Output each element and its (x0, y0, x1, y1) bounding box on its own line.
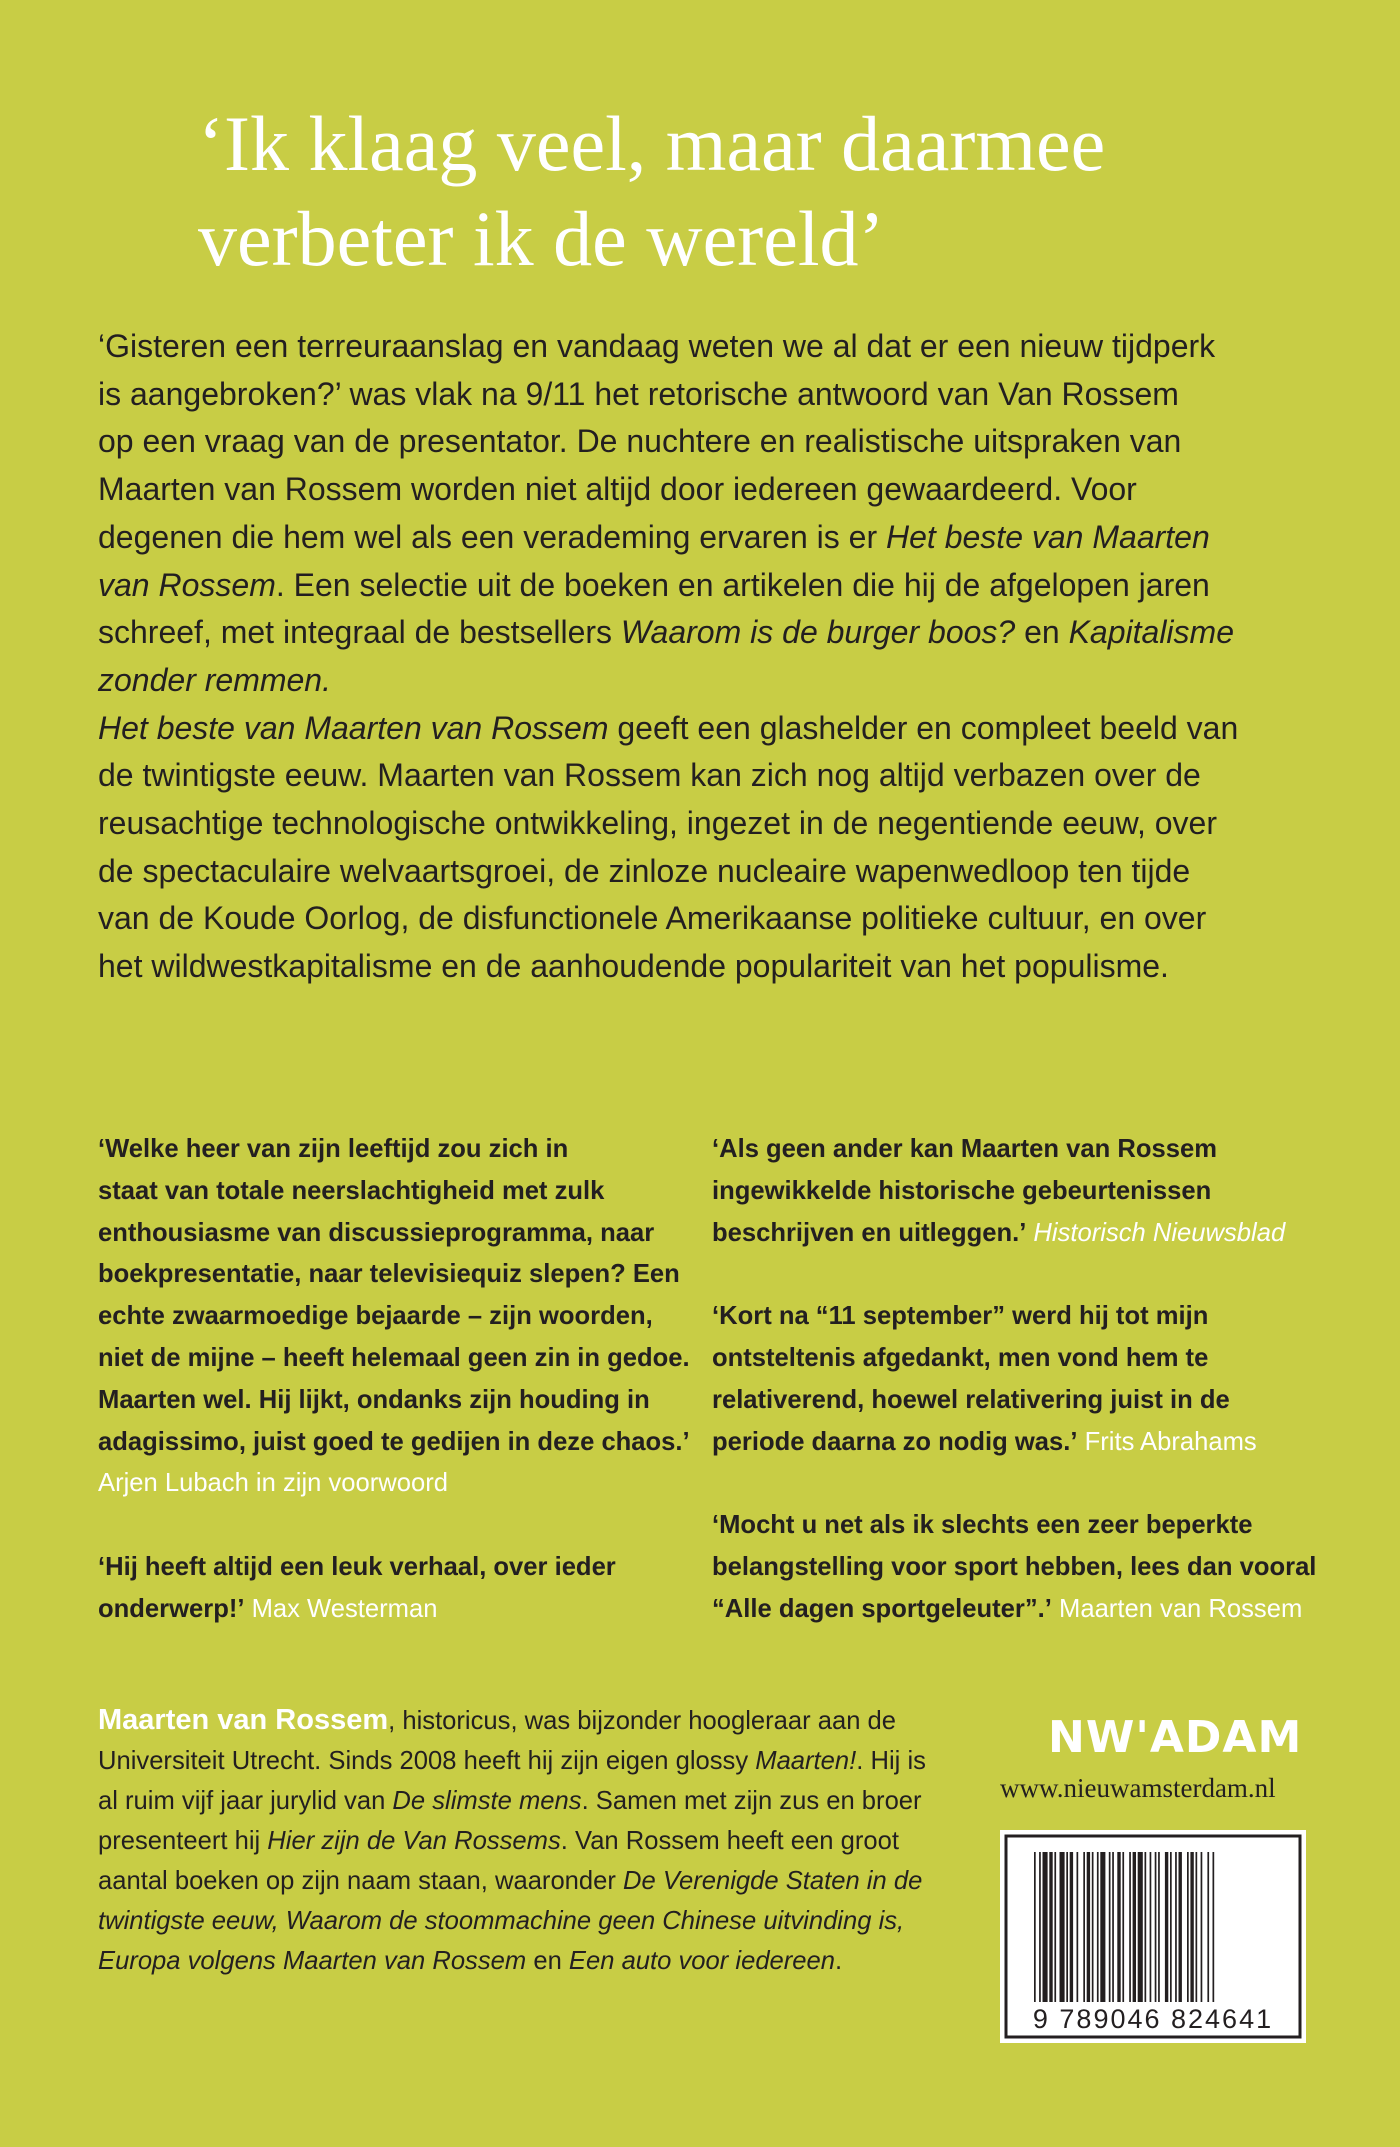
barcode-bar (1196, 1852, 1198, 2002)
quote-line: belangstelling voor sport hebben, lees dan vooral (712, 1552, 1317, 1581)
blurb-line: het wildwestkapitalisme en de aanhoudende populariteit van het populisme. (98, 948, 1169, 985)
bio-text-run: en (526, 1947, 569, 1975)
quote-attribution: Historisch Nieuwsblad (1026, 1218, 1286, 1247)
blurb-line (98, 562, 1318, 610)
quote-attribution: Frits Abrahams (1077, 1427, 1257, 1456)
barcode-bar (1054, 1852, 1056, 2002)
author-bio (98, 1700, 978, 1981)
bio-text-run: Universiteit Utrecht. Sinds 2008 heeft hij zijn eigen glossy (98, 1747, 756, 1775)
barcode-bar (1129, 1852, 1131, 2002)
barcode-bar (1213, 1852, 1215, 2002)
barcode-bar (1043, 1852, 1048, 2002)
blurb-text-run: en (1015, 614, 1069, 651)
barcode-bar (1207, 1852, 1209, 2002)
barcode-bar (1138, 1852, 1143, 2002)
blurb-line: op een vraag van de presentator. De nuchtere en realistische uitspraken van (98, 423, 1182, 460)
quote-line: relativerend, hoewel relativering juist in de (712, 1385, 1230, 1414)
barcode-bar (1158, 1852, 1160, 2002)
title-italic: De Verenigde Staten in de (623, 1867, 923, 1895)
barcode-bar (1039, 1852, 1041, 2002)
quote-line: ‘Hij heeft altijd een leuk verhaal, over ieder (98, 1552, 616, 1581)
quote-line (712, 1422, 1332, 1464)
blurb-line: Maarten van Rossem worden niet altijd door iedereen gewaardeerd. Voor (98, 471, 1137, 508)
barcode-bar (1077, 1852, 1079, 2002)
quote-line: ‘Welke heer van zijn leeftijd zou zich in (98, 1135, 569, 1163)
bio-text-run: . (835, 1947, 843, 1975)
quote-text-run: onderwerp!’ (98, 1594, 245, 1623)
bio-line (98, 1861, 978, 1901)
quote-attribution: Max Westerman (244, 1594, 438, 1623)
quote-line: enthousiasme van discussieprogramma, naar (98, 1218, 655, 1247)
quote-line: niet de mijne – heeft helemaal geen zin in gedoe. (98, 1343, 690, 1372)
bio-line (98, 1901, 978, 1941)
barcode-bar (1087, 1852, 1090, 2002)
quote-line: echte zwaarmoedige bejaarde – zijn woorden, (98, 1302, 653, 1331)
barcode-bar (1175, 1852, 1177, 2002)
barcode-bar (1092, 1852, 1094, 2002)
barcode-bar (1133, 1852, 1136, 2002)
bio-text-run: al ruim vijf jaar jurylid van (98, 1787, 393, 1815)
blurb-line (98, 705, 1318, 753)
quote-line: ontsteltenis afgedankt, men vond hem te (712, 1343, 1209, 1372)
blurb-text-run: degenen die hem wel als een verademing ervaren is er (98, 518, 887, 555)
quote-line: ‘Als geen ander kan Maarten van Rossem (712, 1135, 1217, 1163)
barcode-bar (1201, 1852, 1203, 2002)
barcode-bar (1034, 1852, 1036, 2002)
quote-line: adagissimo, juist goed te gedijen in deze chaos.’ (98, 1427, 690, 1456)
title-italic: Een auto voor iedereen (568, 1947, 836, 1975)
barcode-bar (1150, 1852, 1152, 2002)
blurb-text-run: geeft een glashelder en compleet beeld van (608, 709, 1239, 746)
barcode-bar (1190, 1852, 1193, 2002)
publisher-url[interactable]: www.nieuwamsterdam.nl (1000, 1773, 1276, 1803)
title-italic: Hier zijn de Van Rossems (267, 1827, 561, 1855)
barcode-bar (1109, 1852, 1111, 2002)
quote-line: ‘Kort na “11 september” werd hij tot mijn (712, 1302, 1209, 1331)
quote-line (712, 1213, 1332, 1255)
blurb-line: de twintigste eeuw. Maarten van Rossem kan zich nog altijd verbazen over de (98, 757, 1201, 794)
bio-text-run: . Hij is (856, 1747, 926, 1775)
author-name: Maarten van Rossem (98, 1704, 389, 1736)
isbn-number: 9 789046 824641 (1032, 2004, 1274, 2034)
quotes-left-column (98, 1129, 690, 1631)
book-title-italic: van Rossem (98, 566, 276, 603)
blurb-line: is aangebroken?’ was vlak na 9/11 het retorische antwoord van Van Rossem (98, 375, 1179, 412)
bio-text-run: . Van Rossem heeft een groot (560, 1827, 899, 1855)
quote-line: boekpresentatie, naar televisiequiz slepen? Een (98, 1260, 680, 1289)
quote-attribution: Maarten van Rossem (1051, 1594, 1303, 1623)
quote-line: ‘Mocht u net als ik slechts een zeer beperkte (712, 1511, 1253, 1540)
barcode-bar (1083, 1852, 1085, 2002)
book-title-italic: Waarom is de burger boos? (620, 614, 1016, 651)
barcode-bar (1097, 1852, 1099, 2002)
bio-line (98, 1700, 978, 1741)
barcode-bar (1112, 1852, 1114, 2002)
title-italic: twintigste eeuw, Waarom de stoommachine geen Chinese uitvinding is, (98, 1907, 905, 1935)
bio-text-run: presenteert hij (98, 1827, 268, 1855)
quote-text-run: beschrijven en uitleggen.’ (712, 1218, 1027, 1247)
bio-line (98, 1941, 978, 1981)
title-line-2: verbeter ik de wereld’ (198, 195, 885, 282)
quote-attribution: Arjen Lubach in zijn voorwoord (98, 1469, 448, 1498)
barcode-bar (1145, 1852, 1147, 2002)
blurb-line: ‘Gisteren een terreuraanslag en vandaag weten we al dat er een nieuw tijdperk (98, 328, 1216, 364)
barcode-bar (1187, 1852, 1189, 2002)
blurb-line: de spectaculaire welvaartsgroei, de zinloze nucleaire wapenwedloop ten tijde (98, 852, 1191, 889)
quote-text-run: periode daarna zo nodig was.’ (712, 1427, 1078, 1456)
barcode-bar (1179, 1852, 1182, 2002)
barcode-bar (1165, 1852, 1168, 2002)
barcode-bar (1122, 1852, 1124, 2002)
barcode-bar (1100, 1852, 1105, 2002)
bio-line (98, 1781, 978, 1821)
quote-line (712, 1589, 1332, 1631)
barcode-bar (1060, 1852, 1065, 2002)
barcode-bar (1155, 1852, 1157, 2002)
barcode-bar (1170, 1852, 1172, 2002)
publisher-logo: NW'ADAM (1048, 1712, 1303, 1763)
blurb-text (98, 323, 1318, 991)
blurb-line: van de Koude Oorlog, de disfunctionele Amerikaanse politieke cultuur, en over (98, 900, 1207, 937)
barcode (1000, 1830, 1306, 2043)
blurb-line: reusachtige technologische ontwikkeling, ingezet in de negentiende eeuw, over (98, 805, 1217, 842)
blurb-text-run: . Een selectie uit de boeken en artikelen die hij de afgelopen jaren (275, 566, 1210, 603)
bio-text-run: , historicus, was bijzonder hoogleraar aan de (388, 1707, 897, 1735)
blurb-line (98, 514, 1318, 562)
title-italic: Europa volgens Maarten van Rossem (98, 1947, 527, 1975)
cover-quote-title (198, 96, 1298, 286)
blurb-line (98, 657, 1318, 705)
bio-line (98, 1821, 978, 1861)
barcode-bar (1049, 1852, 1052, 2002)
quote-line: ingewikkelde historische gebeurtenissen (712, 1176, 1212, 1205)
bio-text-run: aantal boeken op zijn naam staan, waaronder (98, 1867, 624, 1895)
barcode-bar (1070, 1852, 1073, 2002)
quote-line (98, 1589, 678, 1631)
bio-text-run: . Samen met zijn zus en broer (581, 1787, 922, 1815)
barcode-bar (1066, 1852, 1068, 2002)
book-title-italic: zonder remmen. (98, 661, 331, 698)
blurb-text-run: schreef, met integraal de bestsellers (98, 614, 621, 651)
bio-line (98, 1741, 978, 1781)
book-title-italic: Het beste van Maarten van Rossem (98, 709, 609, 746)
barcode-bar (1117, 1852, 1120, 2002)
quote-line: staat van totale neerslachtigheid met zulk (98, 1176, 605, 1205)
book-title-italic: Het beste van Maarten (886, 518, 1210, 555)
title-italic: Maarten! (755, 1747, 857, 1775)
quote-line: Maarten wel. Hij lijkt, ondanks zijn houding in (98, 1385, 650, 1414)
book-title-italic: Kapitalisme (1068, 614, 1234, 651)
quote-text-run: “Alle dagen sportgeleuter”.’ (712, 1594, 1052, 1623)
title-line-1: ‘Ik klaag veel, maar daarmee (198, 100, 1106, 187)
blurb-line (98, 609, 1318, 657)
title-italic: De slimste mens (392, 1787, 582, 1815)
quotes-right-column (712, 1129, 1332, 1631)
